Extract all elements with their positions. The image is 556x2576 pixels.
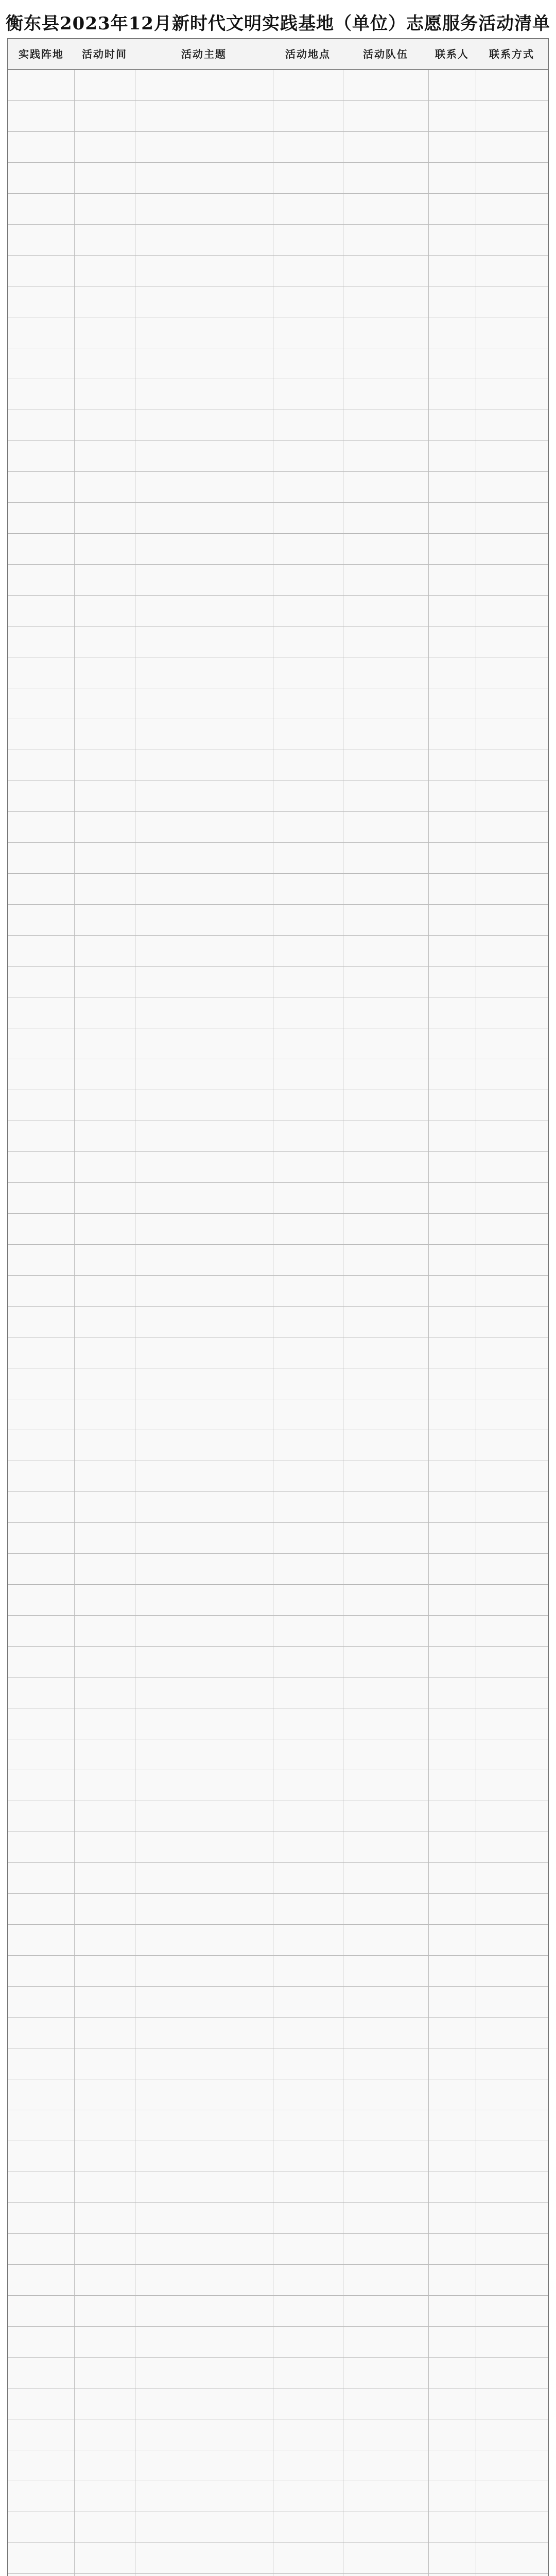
activity-table (7, 38, 549, 2576)
header-cell-team: 活动队伍 (363, 48, 408, 60)
table-header-row (8, 39, 548, 70)
header-cell-location: 活动地点 (285, 48, 331, 60)
header-cell-time: 活动时间 (82, 48, 127, 60)
header-cell-contact: 联系人 (435, 48, 469, 60)
header-cell-phone: 联系方式 (489, 48, 534, 60)
header-cell-theme: 活动主题 (181, 48, 227, 60)
column-divider (74, 39, 75, 2576)
column-divider (428, 39, 429, 2576)
header-cell-base: 实践阵地 (19, 48, 64, 60)
table-body (8, 70, 548, 2576)
page-title: 衡东县2023年12月新时代文明实践基地（单位）志愿服务活动清单 (6, 13, 550, 34)
